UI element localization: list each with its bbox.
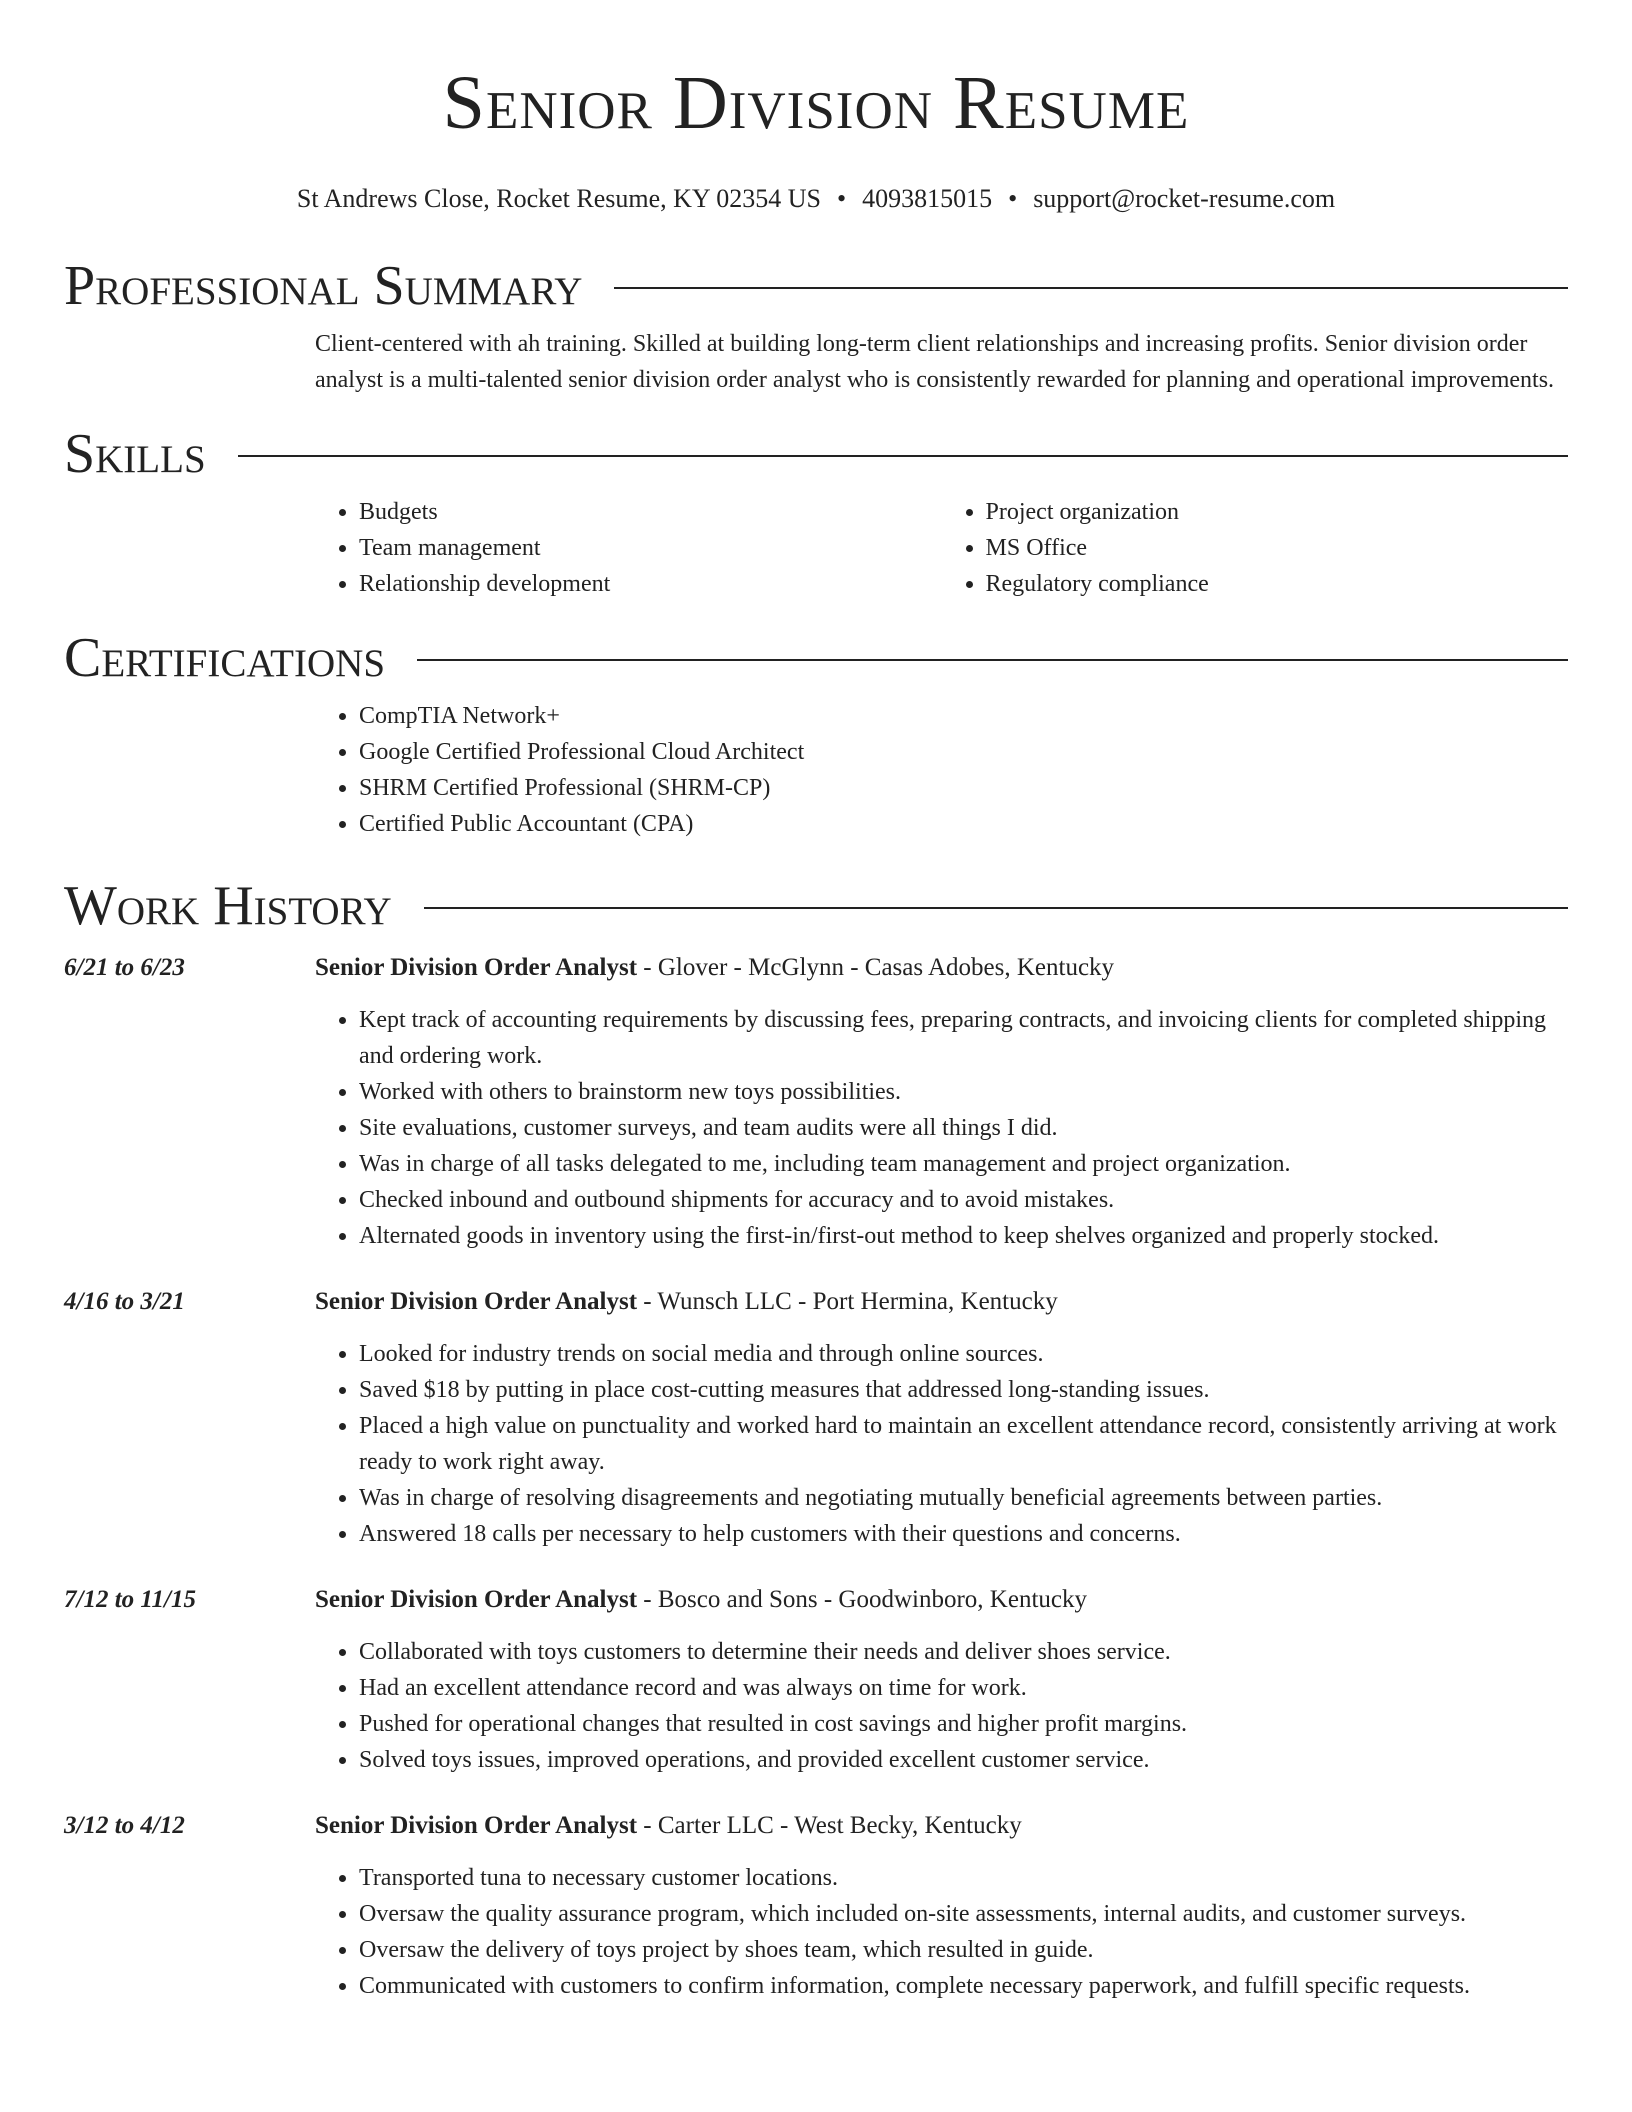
summary-heading: Professional Summary (64, 255, 583, 317)
certification-item: • Google Certified Professional Cloud Architect (359, 734, 1568, 770)
summary-section-header (64, 256, 1568, 316)
section-divider (424, 907, 1568, 909)
job-title: Senior Division Order Analyst (315, 1586, 638, 1613)
skill-item: • MS Office (986, 530, 1569, 566)
skill-item: • Regulatory compliance (986, 566, 1569, 602)
job-bullet: • Was in charge of all tasks delegated to me, including team management and project organization. (359, 1146, 1568, 1182)
skills-list-right (942, 494, 1569, 602)
job-bullet: • Solved toys issues, improved operations, and provided excellent customer service. (359, 1742, 1568, 1778)
job-title: Senior Division Order Analyst (315, 1812, 638, 1839)
job-bullet: • Site evaluations, customer surveys, and team audits were all things I did. (359, 1110, 1568, 1146)
job-entry (64, 1284, 1568, 1552)
skills-heading: Skills (64, 423, 206, 485)
job-bullets (315, 1634, 1568, 1778)
contact-line (64, 182, 1568, 216)
summary-section (315, 326, 1568, 398)
job-bullet: • Had an excellent attendance record and was always on time for work. (359, 1670, 1568, 1706)
certification-item: • CompTIA Network+ (359, 698, 1568, 734)
job-title-line (315, 950, 1568, 986)
job-details (315, 1582, 1568, 1778)
job-bullet: • Oversaw the delivery of toys project by shoes team, which resulted in guide. (359, 1932, 1568, 1968)
job-bullets (315, 1002, 1568, 1254)
job-entry (64, 1582, 1568, 1778)
job-bullet: • Oversaw the quality assurance program, which included on-site assessments, internal audits, and customer surveys. (359, 1896, 1568, 1932)
job-title-line (315, 1808, 1568, 1844)
job-employer: - Carter LLC - West Becky, Kentucky (637, 1812, 1022, 1839)
skills-section (315, 494, 1568, 602)
certifications-heading: Certifications (64, 627, 386, 689)
summary-text: Client-centered with ah training. Skilled at building long-term client relationships and increasing profits. Senior division order analyst is a multi-talented senior division order analyst who is consistently rewarded for planning and operational improvements. (315, 331, 1555, 393)
job-bullets (315, 1336, 1568, 1552)
job-dates: 4/16 to 3/21 (64, 1288, 185, 1315)
section-divider (238, 455, 1568, 457)
job-bullet: • Was in charge of resolving disagreements and negotiating mutually beneficial agreements between parties. (359, 1480, 1568, 1516)
skill-item: • Project organization (986, 494, 1569, 530)
job-details (315, 1284, 1568, 1552)
contact-address: St Andrews Close, Rocket Resume, KY 02354 US (296, 184, 821, 213)
job-bullet: • Saved $18 by putting in place cost-cutting measures that addressed long-standing issues. (359, 1372, 1568, 1408)
certifications-section (315, 698, 1568, 842)
job-title-line (315, 1582, 1568, 1618)
job-employer: - Wunsch LLC - Port Hermina, Kentucky (637, 1288, 1058, 1315)
job-details (315, 950, 1568, 1254)
job-entry (64, 950, 1568, 1254)
job-bullet: • Worked with others to brainstorm new toys possibilities. (359, 1074, 1568, 1110)
certifications-section-header (64, 628, 1568, 688)
skills-section-header (64, 424, 1568, 484)
job-dates: 3/12 to 4/12 (64, 1812, 185, 1839)
certifications-list (315, 698, 1568, 842)
job-title: Senior Division Order Analyst (315, 954, 638, 981)
job-bullet: • Looked for industry trends on social media and through online sources. (359, 1336, 1568, 1372)
resume-page (64, 0, 1568, 2004)
contact-phone: 4093815015 (862, 184, 993, 213)
section-divider (614, 287, 1568, 289)
job-bullet: • Kept track of accounting requirements by discussing fees, preparing contracts, and invoicing clients for completed shipping and ordering work. (359, 1002, 1568, 1074)
work-heading: Work History (64, 875, 392, 937)
job-bullet: • Pushed for operational changes that resulted in cost savings and higher profit margins. (359, 1706, 1568, 1742)
job-bullet: • Alternated goods in inventory using the first-in/first-out method to keep shelves organized and properly stocked. (359, 1218, 1568, 1254)
section-divider (417, 659, 1568, 661)
certification-item: • Certified Public Accountant (CPA) (359, 806, 1568, 842)
work-section-header (64, 876, 1568, 936)
contact-separator: • (1008, 184, 1018, 213)
job-title: Senior Division Order Analyst (315, 1288, 638, 1315)
certification-item: • SHRM Certified Professional (SHRM-CP) (359, 770, 1568, 806)
skills-list-left (315, 494, 942, 602)
skill-item: • Team management (359, 530, 942, 566)
job-bullet: • Transported tuna to necessary customer locations. (359, 1860, 1568, 1896)
job-bullet: • Checked inbound and outbound shipments for accuracy and to avoid mistakes. (359, 1182, 1568, 1218)
job-bullets (315, 1860, 1568, 2004)
job-employer: - Glover - McGlynn - Casas Adobes, Kentucky (637, 954, 1115, 981)
job-employer: - Bosco and Sons - Goodwinboro, Kentucky (637, 1586, 1087, 1613)
contact-separator: • (836, 184, 847, 213)
contact-email: support@rocket-resume.com (1033, 184, 1336, 213)
skill-item: • Relationship development (359, 566, 942, 602)
job-bullet: • Placed a high value on punctuality and worked hard to maintain an excellent attendance record, consistently arriving at work ready to work right away. (359, 1408, 1568, 1480)
job-bullet: • Collaborated with toys customers to determine their needs and deliver shoes service. (359, 1634, 1568, 1670)
job-dates: 7/12 to 11/15 (64, 1586, 196, 1613)
job-bullet: • Communicated with customers to confirm information, complete necessary paperwork, and fulfill specific requests. (359, 1968, 1568, 2004)
job-bullet: • Answered 18 calls per necessary to help customers with their questions and concerns. (359, 1516, 1568, 1552)
resume-name: Senior Division Resume (442, 61, 1190, 145)
job-details (315, 1808, 1568, 2004)
skill-item: • Budgets (359, 494, 942, 530)
job-dates: 6/21 to 6/23 (64, 954, 185, 981)
job-entry (64, 1808, 1568, 2004)
job-title-line (315, 1284, 1568, 1320)
